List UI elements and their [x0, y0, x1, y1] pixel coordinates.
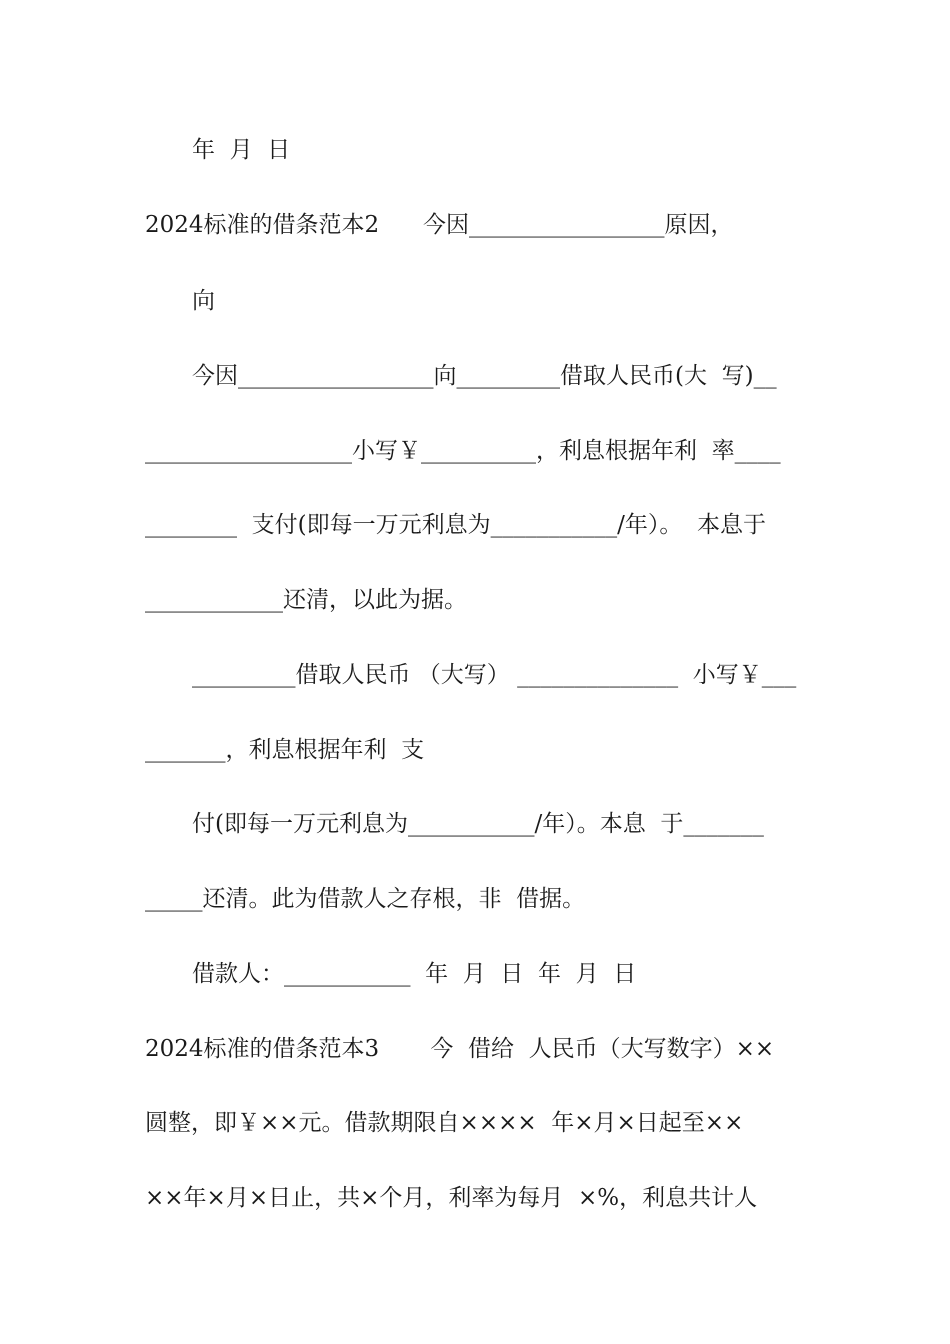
paragraph-line: __________________小写￥__________，利息根据年利 率____: [145, 438, 781, 464]
paragraph-line: 向: [192, 288, 215, 314]
paragraph-line: 今因_________________向_________借取人民币(大 写)__: [192, 363, 777, 389]
paragraph-line: _______，利息根据年利 支: [145, 737, 425, 763]
date-line: 年 月 日: [192, 137, 291, 163]
section-heading-template-2: 2024标准的借条范本2 今因_________________原因，: [145, 212, 734, 238]
paragraph-line: _____还清。此为借款人之存根，非 借据。: [145, 886, 586, 912]
borrower-signature-line: 借款人：___________ 年 月 日 年 月 日: [192, 961, 637, 987]
paragraph-line: 付(即每一万元利息为___________/年）。本息 于_______: [192, 811, 764, 837]
section-heading-template-3: 2024标准的借条范本3 今 借给 人民币（大写数字）××: [145, 1036, 775, 1062]
paragraph-line: 圆整，即￥××元。借款期限自×××× 年×月×日起至××: [145, 1110, 744, 1136]
paragraph-line: ____________还清，以此为据。: [145, 587, 467, 613]
paragraph-line: ________ 支付(即每一万元利息为___________/年）。 本息于: [145, 512, 766, 538]
paragraph-line: ××年×月×日止，共×个月，利率为每月 ×%，利息共计人: [145, 1185, 758, 1211]
paragraph-line: _________借取人民币 （大写） ______________ 小写￥___: [192, 662, 797, 688]
